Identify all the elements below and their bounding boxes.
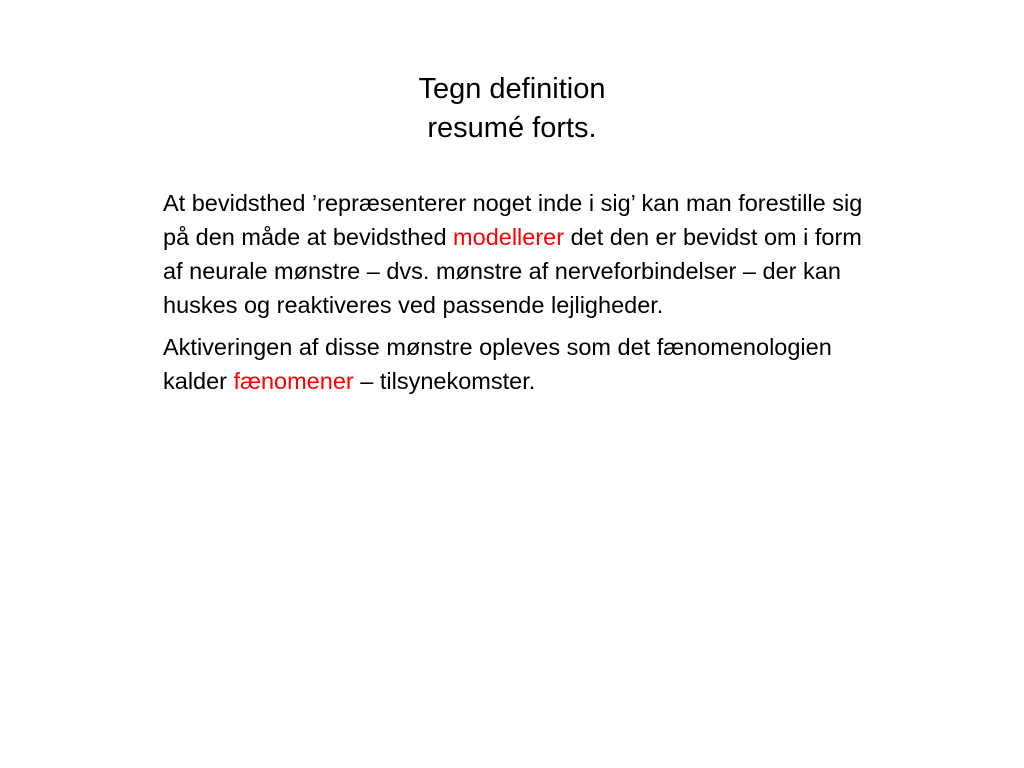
title-line-2: resumé forts. (427, 112, 597, 144)
slide-title (212, 70, 812, 148)
paragraph-2-highlight-term: fænomener (233, 368, 354, 394)
paragraph-1-text-after: det den er bevidst om i form af neurale mønstre – dvs. mønstre af nerveforbindelser – der kan huskes og reaktiveres ved passende lejligheder. (163, 224, 862, 318)
slide-body (163, 186, 873, 406)
paragraph-1-highlight-term: modellerer (453, 224, 565, 250)
paragraph-1-text-before: At bevidsthed ’repræsenterer noget inde i sig’ kan man forestille sig på den måde at bevidsthed (163, 190, 863, 250)
paragraph-2-text-before: Aktiveringen af disse mønstre opleves som det fænomenologien kalder (163, 334, 832, 394)
paragraph-1 (163, 186, 873, 322)
title-line-1: Tegn definition (418, 73, 606, 105)
paragraph-2 (163, 330, 873, 398)
paragraph-2-text-after: – tilsynekomster. (353, 368, 536, 394)
